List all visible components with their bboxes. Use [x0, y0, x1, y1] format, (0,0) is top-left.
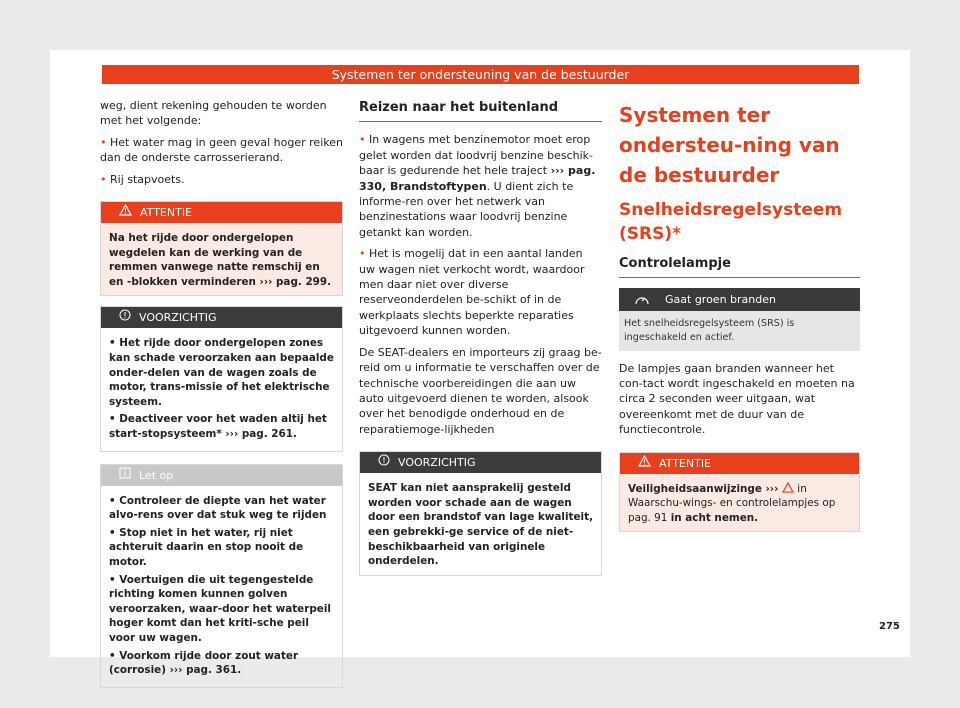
subsection-heading: Controlelampje [619, 256, 860, 278]
list-item: • Het rijde door ondergelopen zones kan schade veroorzaken aan bepaalde onder-delen van de wagen zoals de motor, trans-missie of het elektrische systeem. [109, 337, 334, 408]
note-header: Let op [101, 465, 342, 486]
column-right [619, 100, 860, 542]
warning-body: Veiligheidsaanwijzinge ››› in Waarschu-wings- en controlelampjes op pag. 91 in acht nemen. [620, 474, 859, 532]
list-item: • Controleer de diepte van het water alvo-rens over dat stuk weg te rijden [109, 494, 327, 522]
warning-triangle-icon [638, 453, 651, 474]
warning-box [619, 452, 860, 533]
list-item: • Het water mag in geen geval hoger reiken dan de onderste carrosserierand. [100, 135, 343, 165]
chapter-title: Systemen ter ondersteu-ning van de bestuurder [619, 103, 840, 187]
warning-box [100, 201, 343, 296]
list-item: • Voorkom rijde door zout water (corrosie) ››› pag. 361. [109, 649, 299, 677]
warning-triangle-icon [782, 483, 794, 495]
note-body [101, 486, 342, 687]
list-item: • Voertuigen die uit tegengestelde richting komen kunnen golven veroorzaken, waar-door het waterpeil hoger komt dan het kriti-sche peil voor uw wagen. [109, 573, 331, 644]
section-heading: Reizen naar het buitenland [359, 100, 602, 122]
list-item: • Deactiveer voor het waden altij het start-stopsysteem* ››› pag. 261. [109, 413, 327, 440]
speedometer-icon [619, 288, 665, 311]
indicator-description: Het snelheidsregelsysteem (SRS) is ingeschakeld en actief. [619, 311, 860, 350]
warning-header: ATTENTIE [620, 453, 859, 474]
column-middle [359, 100, 602, 586]
caution-body: SEAT kan niet aansprakelij gesteld worden voor schade aan de wagen door een brandstof van lage kwaliteit, een gebrekki-ge service of de niet-beschikbaarheid van originele onderdelen. [368, 482, 594, 568]
note-icon [119, 465, 131, 486]
page-header: Systemen ter ondersteuning van de bestuurder [102, 65, 859, 84]
page-number: 275 [879, 621, 900, 632]
intro-text: weg, dient rekening gehouden te worden met het volgende: [100, 99, 327, 128]
page-reference-link[interactable]: ››› pag. 261. [225, 427, 297, 440]
warning-triangle-icon [119, 202, 132, 223]
list-item: • Het is mogelij dat in een aantal landen uw wagen niet verkocht wordt, waardoor men daar niet over diverse reserveonderdelen be-schikt of in de werkplaats slechts beperkte reparaties uitgevoerd kunnen worden. [359, 247, 585, 338]
caution-body [101, 328, 342, 450]
note-box [100, 464, 343, 688]
list-item: • Rij stapvoets. [100, 172, 185, 186]
list-item: • In wagens met benzinemotor moet erop gelet worden dat loodvrij benzine beschik-baar is gedurende het hele traject ››› pag. 330, Brandstoftypen. U dient zich te informe-ren over het netwerk van benzinestations waar loodvrij benzine getankt kan worden. [359, 133, 596, 239]
bullet-icon: • [100, 172, 110, 186]
page-reference-link[interactable]: ››› pag. 361. [169, 664, 242, 677]
caution-box [100, 306, 343, 451]
page-reference-link[interactable]: Veiligheidsaanwijzinge ››› [628, 482, 779, 495]
section-title: Snelheidsregelsysteem (SRS)* [619, 200, 843, 244]
caution-header: VOORZICHTIG [360, 452, 601, 473]
page-reference-link[interactable]: ››› pag. 299. [259, 275, 332, 288]
info-circle-icon [119, 307, 131, 328]
page-reference-link[interactable]: ››› pag. 330, Brandstoftypen [359, 164, 596, 193]
bullet-icon: • [359, 133, 369, 147]
info-circle-icon [378, 452, 390, 473]
caution-box [359, 451, 602, 576]
list-item: • Stop niet in het water, rij niet achteruit daarin en stop nooit de motor. [109, 526, 304, 568]
paragraph: De lampjes gaan branden wanneer het con-tact wordt ingeschakeld en moeten na circa 2 seconden weer uitgaan, wat overeenkomt met de duur van de functiecontrole. [619, 361, 855, 437]
bullet-icon: • [359, 247, 369, 261]
indicator-lamp-row [619, 288, 860, 311]
indicator-label: Gaat groen branden [665, 293, 776, 307]
column-left [100, 98, 343, 698]
caution-header: VOORZICHTIG [101, 307, 342, 328]
warning-header: ATTENTIE [101, 202, 342, 223]
bullet-icon: • [100, 135, 110, 149]
warning-body: Na het rijde door ondergelopen wegdelen kan de werking van de remmen vanwege natte remschij en en -blokken verminderen ››› pag. 299. [101, 223, 342, 295]
paragraph: De SEAT-dealers en importeurs zij graag be-reid om u informatie te verschaffen over de technische voorbereidingen die aan uw auto uitgevoerd dienen te worden, alsook over het benodigde onderhoud en de reparatiemoge-lijkheden [359, 345, 602, 436]
